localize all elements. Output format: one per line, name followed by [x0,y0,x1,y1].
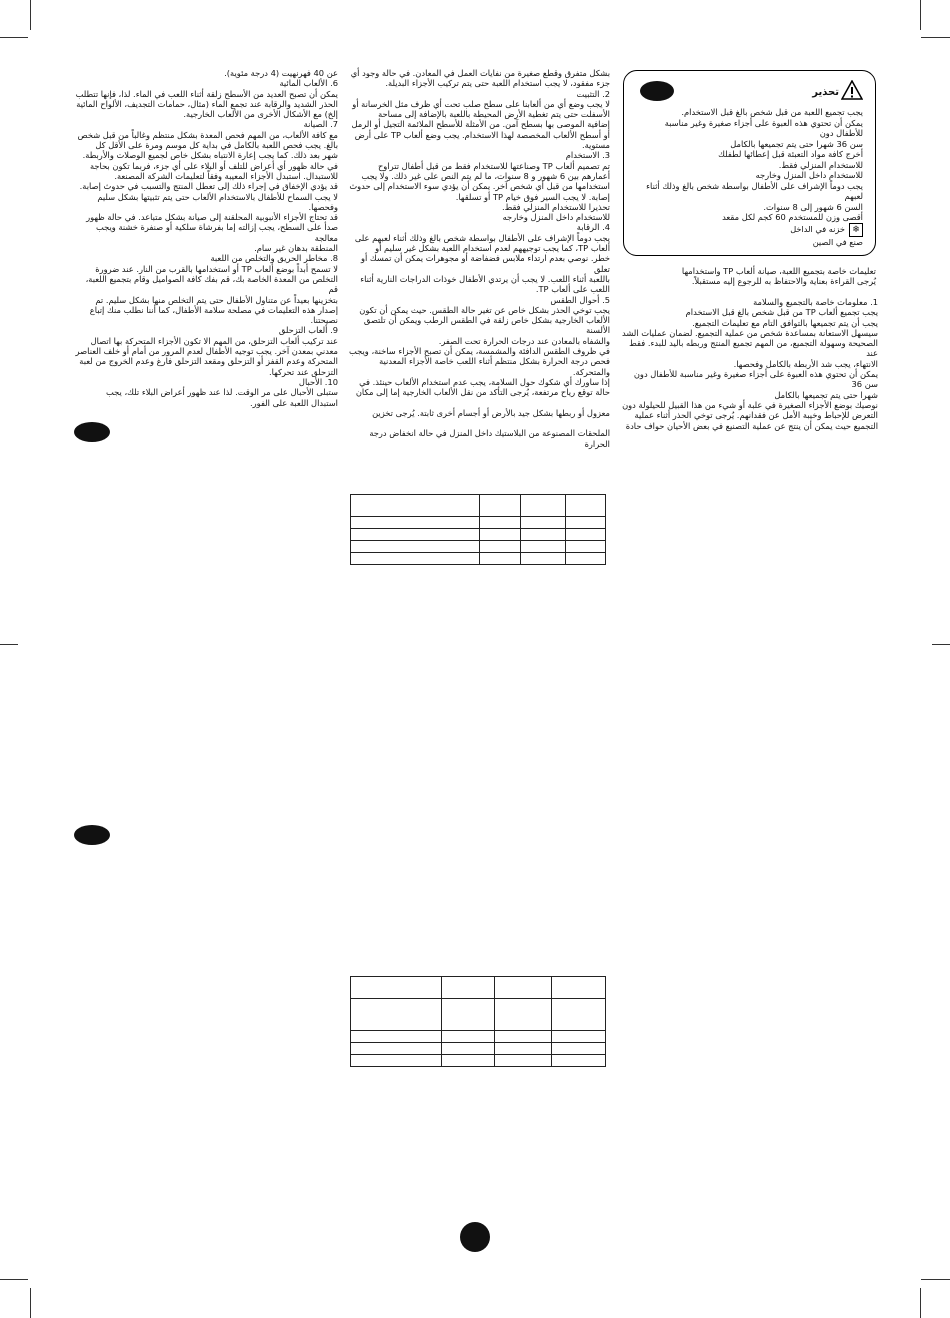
crop-mark [0,37,28,38]
crop-mark [30,0,31,30]
left-column-text: عن 40 فهرنهيت (4 درجة مئوية). 6. الألعاب المائية يمكن أن تصبح العديد من الأسطح زلقة أثناء اللعب في الماء. لذا، فإنها تتطلب الحذر الشديد والرقابة عند تجمع الماء (مثال، حمامات التجديف، الألواح المائية إلخ) مع الأشكال الأخرى من الألعاب الخارجية. 7. الصيانة مع كافة الألعاب، من المهم فحص المعدة بشكل منتظم وغالباً من قبل شخص بالغ. يجب فحص اللعبة بالكامل في بداية كل موسم ومرة على الأقل كل شهر بعد ذلك. كما يجب إعارة الانتباه بشكل خاص لجميع الوصلات والأربطة. في حالة ظهور أي أعراض للتلف أو البلاء على أي جزء، فربما تكون بحاجة للاستبدال. استبدل الأجزاء المعيبة وفقاً لتعليمات الشركة المصنعة. قد يؤدي الإخفاق في إجراء ذلك إلى تعطل المنتج والتسبب في حدوث إصابة. لا يجب السماح للأطفال بالاستخدام الألعاب حتى يتم تثبيتها بشكل سليم وفحصها. قد تحتاج الأجزاء الأنبوبية المحلقنة إلى صيانة بشكل متباعد. في حالة ظهور صدأ على السطح، يجب إزالته إما بفرشاة سلكية أو صنفرة خشنة ويجب معالجة المنطقة بدهان غير سام. 8. مخاطر الحريق والتخلص من اللعبة لا تسمح أبداً بوضع ألعاب TP أو استخدامها بالقرب من النار. عند ضرورة التخلص من المعدة الخاصة بك، قم بفك كافة الصواميل وقام بتجميع اللعبة، قم بتخزينها بعيداً عن متناول الأطفال حتى يتم التخلص منها بشكل سليم. تم إصدار هذه التعليمات في مصلحة سلامة الأطفال، كما أننا نطلب منك إتباع نصيحتنا. 9. ألعاب التزحلق عند تركيب ألعاب التزحلق، من المهم الا تكون الأجزاء المتحركة بها اتصال معدني بمعدن آخر. يجب توجيه الأطفال لعدم المرور من أمام أو خلف العناصر المتحركة وعدم القفز أو التزحلق ومقعد التزحلق فارغ وعدم الخروج من لعبة التزحلق عند تحركها. 10. الأحبال ستبلى الأحبال على مر الوقت. لذا عند ظهور أعراض البلاء تلك، يجب استبدال اللعبة على الفور. [75,68,338,408]
language-badge [74,422,110,442]
snowflake-icon: ❄ [849,223,863,237]
crop-mark [921,37,950,38]
warning-text: يجب تجميع اللعبة من قبل شخص بالغ قبل الاستخدام. يمكن أن تحتوي هذه العبوة على أجزاء صغيرة وغير مناسبة للأطفال دون سن 36 شهرا حتى يتم تجميعها بالكامل أخرج كافة مواد التعبئة قبل إعطائها لطفلك للاستخدام المنزلي فقط. للاستخدام داخل المنزل وخارجه يجب دوماً الإشراف على الأطفال بواسطة شخص بالغ وذلك أثناء لعبهم السن 6 شهور إلى 8 سنوات. أقصى وزن للمستخدم 60 كجم لكل مقعد [646,107,863,222]
crop-mark [30,1288,31,1318]
page-marker [460,1222,490,1252]
crop-mark [921,1279,950,1280]
crop-mark [0,644,18,645]
warning-title: تحذير [812,87,839,98]
made-in-label: صنع في الصين [812,237,863,247]
crop-mark [932,644,950,645]
language-badge [74,825,110,845]
language-badge [640,81,674,101]
empty-table [350,494,606,565]
crop-mark [920,1288,921,1318]
safety-text: 1. معلومات خاصة بالتجميع والسلامة يجب تجميع ألعاب TP من قبل شخص بالغ قبل الاستخدام يجب أن يتم تجميعها بالتوافق التام مع تعليمات التجميع. سيسهل الاستعانة بمساعدة شخص من عملية التجميع. لضمان عمليات الشد الصحيحة وسهولة التجميع، من المهم تجميع المنتج وربطه باليد للبدء. فقط عند الانتهاء، يجب شد الأربطة بالكامل وفحصها. يمكن أن تحتوي هذه العبوة على أجزاء صغيرة وغير مناسبة للأطفال دون سن 36 شهرا حتى يتم تجميعها بالكامل نوصيك بوضع الأجزاء الصغيرة في علبة أو شيء من هذا القبيل للحيلولة دون التعرض للإحباط وخيبة الأمل عن فقدانهم. يُرجى توخي الحذر أثناء عملية التجميع حيث يمكن أن ينتج عن عملية التصنيع في بعض الأحيان حواف حادة [622,297,878,431]
empty-table [350,976,606,1067]
warning-box [623,70,876,256]
crop-mark [0,1279,28,1280]
warning-triangle-icon [841,80,863,100]
store-inside-label: خزنه في الداخل [790,224,845,234]
middle-column-text: بشكل متفرق وقطع صغيرة من نفايات العمل في المعادن. في حالة وجود أي جزء مفقود، لا يجب استخدام اللعبة حتى يتم تركيب الأجزاء البديلة. 2. التثبيت لا يجب وضع أي من ألعابنا على سطح صلب تحت أي ظرف مثل الخرسانة أو الأسفلت حتى يتم تغطية الأرض المحيطة باللعبة بالإضافة إلى مساحة إضافية الموصى بها بسطح آمن. من الأمثلة للأسطح الملائمة التجيل أو الرمل أو أسطح الألعاب المخصصة لهذا الاستخدام. يجب وضع ألعاب TP على أرض مستوية. 3. الاستخدام تم تصميم ألعاب TP وصناعتها للاستخدام فقط من قبل أطفال تتراوح أعمارهم بين 6 شهور و 8 سنوات، ما لم يتم النص على غير ذلك. ولا يجب استخدامها من قبل أي شخص آخر. يمكن أن يؤدي سوء الاستخدام إلى حدوث إصابة. لا يجب السير فوق خيام TP أو تسلقها. تحذيرا للاستخدام المنزلي فقط. للاستخدام داخل المنزل وخارجه 4. الرقابة يجب دوماً الإشراف على الأطفال بواسطة شخص بالغ وذلك أثناء لعبهم على ألعاب TP، كما يجب توجيههم لعدم استخدام اللعبة بشكل غير سليم أو خطر. نوصي بعدم ارتداء ملابس فضفاضة أو مجوهرات يمكن أن تمسك أو تعلق باللعبة أثناء اللعب. لا يجب أن يرتدي الأطفال خوذات الدراجات النارية أثناء اللعب على ألعاب TP. 5. أحوال الطقس يجب توخي الحذر بشكل خاص عن تغير حالة الطقس. حيث يمكن أن تكون الألعاب الخارجية بشكل خاص زلقة في الطقس الرطب ويمكن أن تلتصق الألسنة والشفاه بالمعادن عند درجات الحرارة تحت الصفر. في ظروف الطقس الدافئة والمشمسة، يمكن أن تصبح الأجزاء ساخنة، ويجب فحص درجة الحرارة بشكل منتظم أثناء اللعب خاصة الأجزاء المعدنية والمتحركة. إذا ساورك أي شكوك حول السلامة، يجب عدم استخدام الألعاب حينئذ. في حالة توقع رياح مرتفعة، يُرجى التأكد من نقل الألعاب الخارجية إما إلى مكان معزول أو ربطها بشكل جيد بالأرض أو أجسام أخرى ثابتة. يُرجى تخزين الملحقات المصنوعة من البلاستيك داخل المنزل في حالة انخفاض درجة الحرارة [348,68,610,449]
crop-mark [920,0,921,30]
intro-text: تعليمات خاصة بتجميع اللعبة، صيانة ألعاب TP واستخدامها يُرجى القراءة بعناية والاحتفاظ به للرجوع إليه مستقبلاً. [681,266,876,287]
